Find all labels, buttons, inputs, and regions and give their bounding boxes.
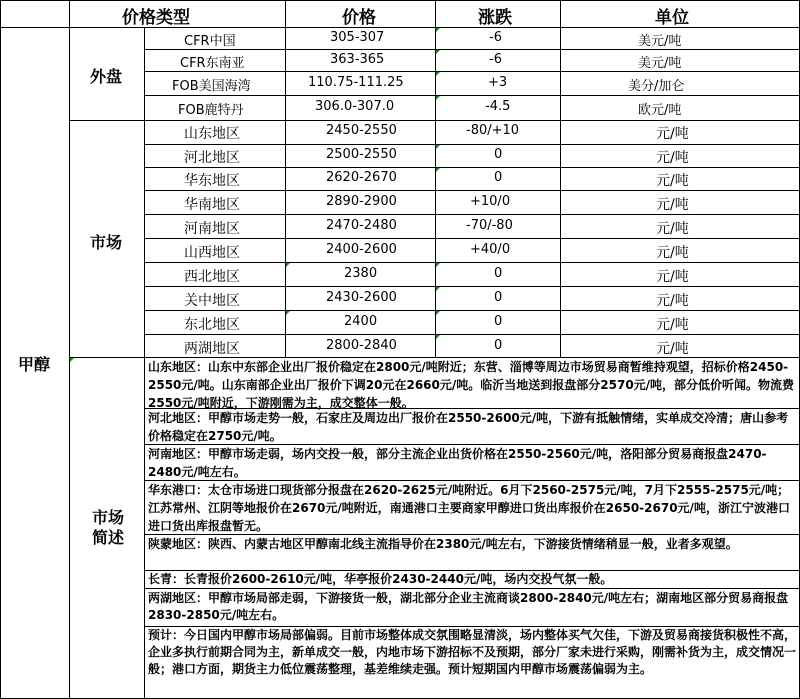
- unit-cell: 元/吨: [656, 293, 689, 309]
- price-cell: 2800-2840: [326, 338, 397, 353]
- cell-marker: [436, 335, 440, 339]
- note-shandong: 山东地区：山东中东部企业出厂报价稳定在2800元/吨附近；东营、淄博等周边市场贸易商暂维持观望，招标价格2450-2550元/吨。山东南部企业出厂报价下调20元在2660元/吨。临沂当地送到报盘部分2570元/吨，部分低价听闻。物流费2550元/吨附近，下游刚需为主，成交整体一般。: [148, 360, 795, 411]
- change-cell: 0: [494, 170, 503, 185]
- unit-cell: 元/吨: [656, 126, 689, 142]
- cell-marker: [436, 96, 440, 100]
- change-cell: -70/-80: [466, 218, 513, 233]
- unit-cell: 元/吨: [656, 221, 689, 237]
- cell-marker: [436, 72, 440, 76]
- price-cell: 2450-2550: [326, 123, 397, 138]
- row-divider: [144, 238, 800, 239]
- product-label: 甲醇: [18, 355, 51, 374]
- cell-marker: [436, 263, 440, 267]
- change-cell: 0: [494, 147, 503, 162]
- note-shaanxi-mongolia: 陕蒙地区：陕西、内蒙古地区甲醇南北线主流指导价在2380元/吨左右，下游接货情绪稍显一般，业者多观望。: [148, 537, 738, 551]
- unit-cell: 元/吨: [656, 173, 689, 189]
- price-cell: 2400-2600: [326, 242, 397, 257]
- price-cell: 2890-2900: [326, 194, 397, 209]
- change-cell: 0: [494, 290, 503, 305]
- region-cell: FOB美国海湾: [172, 79, 251, 94]
- header-change: 涨跌: [478, 8, 512, 28]
- cell-marker: [70, 358, 74, 362]
- group-outer-label: 外盘: [90, 67, 123, 86]
- price-cell: 2430-2600: [326, 290, 397, 305]
- unit-cell: 元/吨: [656, 269, 689, 285]
- unit-cell: 美分/加仑: [628, 79, 685, 94]
- row-divider: [144, 190, 800, 191]
- row-divider: [144, 49, 800, 50]
- col-divider: [69, 0, 70, 699]
- note-divider: [144, 588, 800, 589]
- price-cell: 305-307: [330, 30, 385, 45]
- region-cell: 东北地区: [184, 317, 240, 333]
- note-changqing: 长青：长青报价2600-2610元/吨，华亭报价2430-2440元/吨，场内交投气氛一般。: [148, 572, 613, 586]
- cell-marker: [286, 311, 290, 315]
- note-east-china-port: 华东港口：太仓市场进口现货部分报盘在2620-2625元/吨附近。6月下2560-2575元/吨，7月下2555-2575元/吨；江苏常州、江阴等地报价在2670元/吨附近，南通港口主要商家甲醇进口货出库报价在2650-2670元/吨，浙江宁波港口进口货出库报盘暂无。: [148, 483, 790, 534]
- row-divider: [144, 334, 800, 335]
- region-cell: 西北地区: [184, 269, 240, 285]
- change-cell: +10/0: [470, 194, 511, 209]
- region-cell: 山西地区: [184, 245, 240, 261]
- unit-cell: 欧元/吨: [638, 103, 682, 118]
- region-cell: 河南地区: [184, 221, 240, 237]
- col-divider: [144, 27, 145, 699]
- unit-cell: 元/吨: [656, 317, 689, 333]
- row-divider: [144, 262, 800, 263]
- group-summary-label: 市场简述: [91, 508, 124, 547]
- cell-marker: [436, 168, 440, 172]
- unit-cell: 元/吨: [656, 150, 689, 166]
- header-price: 价格: [342, 8, 376, 28]
- col-divider: [560, 0, 561, 358]
- region-cell: FOB鹿特丹: [178, 103, 244, 118]
- unit-cell: 元/吨: [656, 245, 689, 261]
- price-cell: 306.0-307.0: [315, 99, 395, 114]
- table-border-left: [0, 0, 1, 699]
- region-cell: 华东地区: [184, 173, 240, 189]
- note-hebei: 河北地区：甲醇市场走势一般，石家庄及周边出厂报价在2550-2600元/吨，下游有抵触情绪，实单成交冷清；唐山参考价格稳定在2750元/吨。: [148, 411, 789, 444]
- unit-cell: 美元/吨: [638, 56, 682, 71]
- unit-cell: 美元/吨: [638, 34, 682, 49]
- change-cell: 0: [494, 266, 503, 281]
- note-henan: 河南地区：甲醇市场走弱，场内交投一般，部分主流企业出货价格在2550-2560元/吨，洛阳部分贸易商报盘2470-2480元/吨左右。: [148, 447, 767, 480]
- header-type: 价格类型: [122, 8, 190, 28]
- change-cell: -4.5: [485, 99, 511, 114]
- note-forecast: 预计：今日国内甲醇市场局部偏弱。目前市场整体成交氛围略显清淡，场内整体买气欠佳，下游及贸易商接货积极性不高，企业多执行前期合同为主，新单成交一般，内地市场下游招标不及预期，部分厂家未进行采购，刚需补货为主，成交情况一般；港口方面，期货主力低位震荡整理，基差维续走强。预计短期国内甲醇市场震荡偏弱为主。: [148, 628, 797, 676]
- unit-cell: 元/吨: [656, 197, 689, 213]
- cell-marker: [436, 28, 440, 32]
- group-market-label: 市场: [90, 233, 123, 252]
- price-cell: 2500-2550: [326, 147, 397, 162]
- note-lianghu: 两湖地区：甲醇市场局部走弱，下游接货一般，湖北部分企业主流商谈2800-2840元/吨左右；湖南地区部分贸易商报盘2830-2850元/吨左右。: [148, 591, 789, 622]
- row-divider: [144, 286, 800, 287]
- change-cell: -80/+10: [466, 123, 520, 138]
- row-divider: [144, 144, 800, 145]
- unit-cell: 元/吨: [656, 341, 689, 357]
- price-cell: 363-365: [330, 52, 385, 67]
- row-divider: [144, 71, 800, 72]
- cell-marker: [436, 287, 440, 291]
- price-cell: 2470-2480: [326, 218, 397, 233]
- price-cell: 2400: [344, 314, 378, 329]
- change-cell: 0: [494, 314, 503, 329]
- price-cell: 2620-2670: [326, 170, 397, 185]
- cell-marker: [436, 311, 440, 315]
- cell-marker: [436, 50, 440, 54]
- price-cell: 2380: [344, 266, 378, 281]
- row-divider: [144, 95, 800, 96]
- table-border-top: [0, 0, 800, 1]
- row-divider: [144, 167, 800, 168]
- region-cell: CFR东南亚: [180, 56, 245, 71]
- cell-marker: [436, 145, 440, 149]
- region-cell: CFR中国: [184, 34, 236, 49]
- price-cell: 110.75-111.25: [308, 75, 404, 90]
- col-divider: [285, 0, 286, 358]
- region-cell: 山东地区: [184, 126, 240, 142]
- row-divider: [144, 310, 800, 311]
- region-cell: 河北地区: [184, 150, 240, 166]
- change-cell: -6: [489, 30, 502, 45]
- change-cell: +3: [488, 75, 508, 90]
- region-cell: 关中地区: [184, 293, 240, 309]
- change-cell: +40/0: [470, 242, 511, 257]
- change-cell: 0: [494, 338, 503, 353]
- row-divider: [144, 214, 800, 215]
- header-unit: 单位: [655, 8, 689, 28]
- change-cell: -6: [489, 52, 502, 67]
- group-divider: [69, 120, 800, 121]
- cell-marker: [286, 263, 290, 267]
- region-cell: 两湖地区: [184, 341, 240, 357]
- region-cell: 华南地区: [184, 197, 240, 213]
